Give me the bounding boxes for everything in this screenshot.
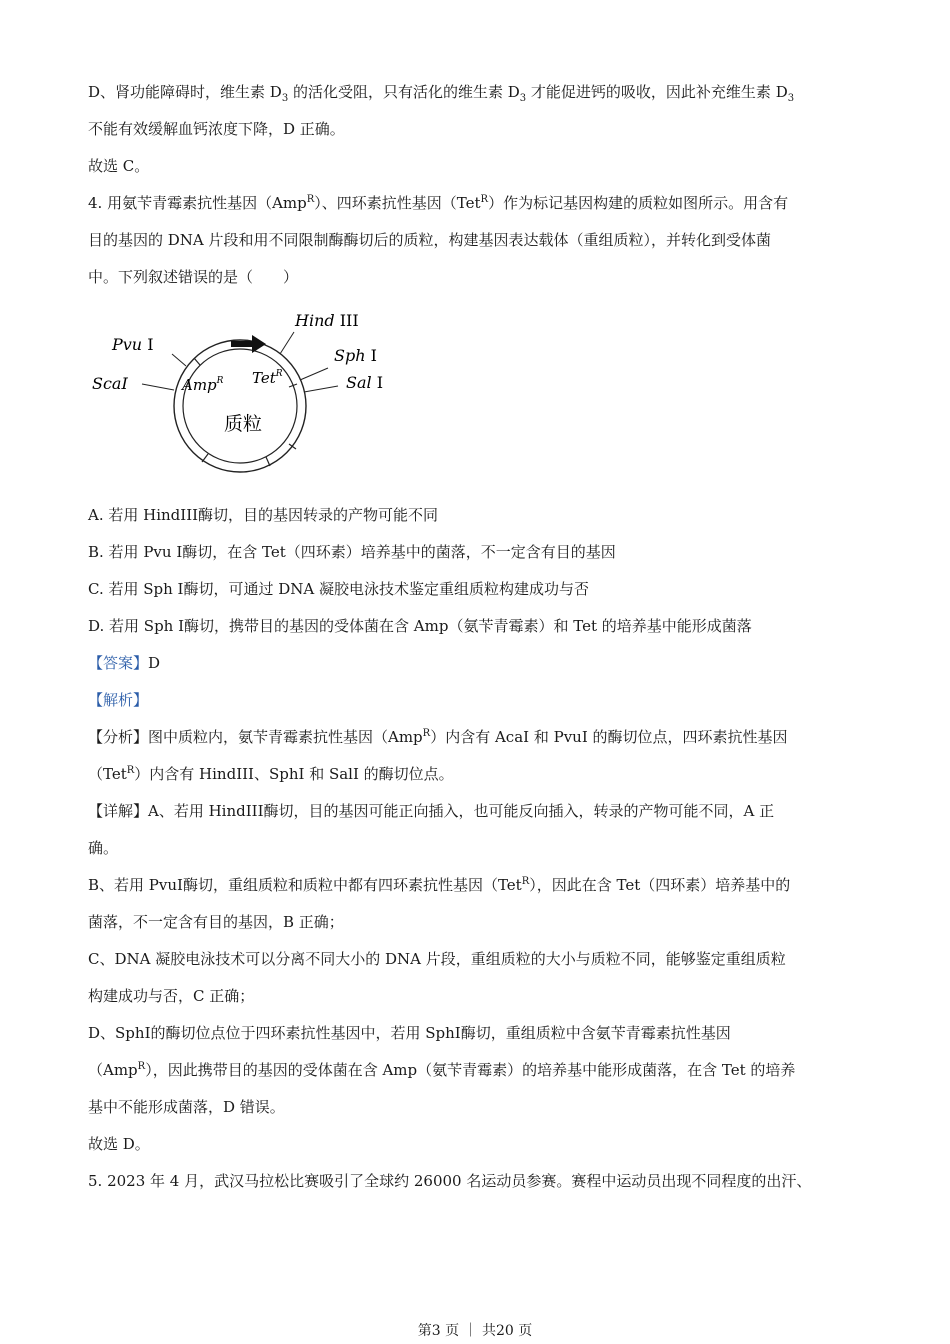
plasmid-diagram bbox=[88, 306, 388, 490]
plasmid-inner-ring bbox=[183, 349, 297, 463]
text-line: C、DNA 凝胶电泳技术可以分离不同大小的 DNA 片段，重组质粒的大小与质粒不同，能够鉴定重组质粒 bbox=[88, 950, 786, 968]
text-line: 目的基因的 DNA 片段和用不同限制酶酶切后的质粒，构建基因表达载体（重组质粒），并转化到受体菌 bbox=[88, 231, 772, 249]
text-line: D、肾功能障碍时，维生素 $D_3$ 的活化受阻，只有活化的维生素 $D_3$ 才能促进钙的吸收，因此补充维生素 $D_3$ bbox=[88, 83, 795, 104]
plasmid-outer-ring bbox=[174, 340, 306, 472]
text-line: 中。下列叙述错误的是（ ） bbox=[88, 268, 299, 286]
text-line: B、若用 PvuI酶切，重组质粒和质粒中都有四环素抗性基因（Tet$^R$），因此在含 Tet（四环素）培养基中的 bbox=[88, 876, 791, 894]
site-label-sphi: Sph I bbox=[334, 346, 377, 365]
text-line: 确。 bbox=[88, 839, 119, 857]
site-label-scai: ScaI bbox=[92, 374, 128, 393]
text-line: D、SphI的酶切位点位于四环素抗性基因中，若用 SphI酶切，重组质粒中含氨苄青霉素抗性基因 bbox=[88, 1024, 731, 1042]
site-label-hindiii: Hind III bbox=[295, 311, 359, 330]
gene-label-tetr: Tet$^R$ bbox=[252, 369, 283, 387]
text-line: 【解析】 bbox=[88, 691, 149, 709]
text-line: 5. 2023 年 4 月，武汉马拉松比赛吸引了全球约 26000 名运动员参赛。赛程中运动员出现不同程度的出汗、 bbox=[88, 1172, 812, 1190]
text-line: 【分析】图中质粒内，氨苄青霉素抗性基因（Amp$^R$）内含有 AcaI 和 PvuI 的酶切位点，四环素抗性基因 bbox=[88, 728, 788, 746]
text-line: B. 若用 Pvu Ⅰ酶切，在含 Tet（四环素）培养基中的菌落，不一定含有目的基因 bbox=[88, 543, 616, 561]
text-line: D. 若用 Sph Ⅰ酶切，携带目的基因的受体菌在含 Amp（氨苄青霉素）和 Tet 的培养基中能形成菌落 bbox=[88, 617, 752, 635]
text-line: C. 若用 Sph Ⅰ酶切，可通过 DNA 凝胶电泳技术鉴定重组质粒构建成功与否 bbox=[88, 580, 590, 598]
text-line: 故选 C。 bbox=[88, 157, 150, 175]
site-label-pvui: Pvu I bbox=[112, 335, 154, 354]
text-line: 【详解】A、若用 HindIII酶切，目的基因可能正向插入，也可能反向插入，转录的产物可能不同，A 正 bbox=[88, 802, 775, 820]
plasmid-figure bbox=[88, 306, 388, 490]
page-footer: 第3 页 ｜ 共20 页 bbox=[417, 1323, 533, 1339]
site-label-sali: Sal I bbox=[346, 373, 384, 392]
promoter-arrow-icon bbox=[231, 335, 266, 353]
plasmid-center-label: 质粒 bbox=[224, 413, 263, 435]
text-line: （Tet$^R$）内含有 HindIII、SphI 和 SalI 的酶切位点。 bbox=[88, 765, 454, 783]
text-line: A. 若用 HindIII酶切，目的基因转录的产物可能不同 bbox=[88, 506, 439, 524]
gene-label-ampr: Amp$^R$ bbox=[182, 376, 224, 394]
text-line: 基中不能形成菌落，D 错误。 bbox=[88, 1098, 285, 1116]
text-line: 菌落，不一定含有目的基因，B 正确； bbox=[88, 913, 344, 931]
text-line: 故选 D。 bbox=[88, 1135, 150, 1153]
text-line: 【答案】D bbox=[88, 654, 161, 672]
text-line: 4. 用氨苄青霉素抗性基因（Amp$^R$）、四环素抗性基因（Tet$^R$）作为标记基因构建的质粒如图所示。用含有 bbox=[88, 194, 789, 212]
text-line: （Amp$^R$），因此携带目的基因的受体菌在含 Amp（氨苄青霉素）的培养基中能形成菌落，在含 Tet 的培养 bbox=[88, 1061, 796, 1079]
text-line: 构建成功与否，C 正确； bbox=[88, 987, 255, 1005]
text-line: 不能有效缓解血钙浓度下降，D 正确。 bbox=[88, 120, 345, 138]
